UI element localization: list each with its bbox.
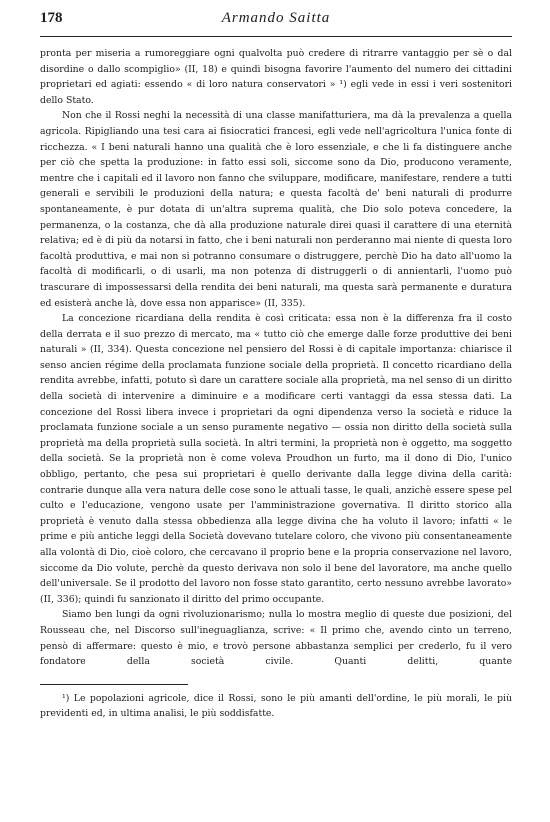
paragraph: La concezione ricardiana della rendita è così criticata: essa non è la differenza fra il costo della derrata e il suo prezzo di mercato, ma « tutto ciò che emerge dalle forze produttive dei beni naturali » (II, 334). Questa concezione nel pensiero del Rossi è di capitale importanza: chiarisce il senso ancien régime della proclamata funzione sociale della proprietà. Il concetto ricardiano della rendita avrebbe, infatti, potuto sì dare un carattere sociale alla proprietà, ma nel senso di un diritto della società di intervenire a diminuire e a modificare certi vantaggi da essa stessa dati. La concezione del Rossi libera invece i proprietari da ogni dipendenza verso la società e riduce la proclamata funzione sociale a un senso puramente negativo — ossia non diritto della società sulla proprietà ma della proprietà sulla società. In altri termini, la proprietà non è oggetto, ma soggetto della società. Se la proprietà non è come voleva Proudhon un furto, ma il dono di Dio, l'unico obbligo, pertanto, che pesa sui proprietari è quello derivante dalla legge divina della carità: contrarie dunque alla vera natura delle cose sono le attuali tasse, le quali, anzichè essere spese pel culto e l'educazione, vengono usate per l'amministrazione governativa. Il diritto storico alla proprietà è venuto dalla stessa obbedienza alla legge divina che ha voluto il lavoro; infatti « le prime e più antiche leggi della Società dovevano tutelare coloro, che vivono più consentaneamente alla volontà di Dio, cioè coloro, che cercavano il proprio bene e la propria conservazione nel lavoro, siccome da Dio volute, perchè da questo derivava non solo il bene del lavoratore, ma anche quello dell'universale. Se il prodotto del lavoro non fosse stato garantito, certo nessuno avrebbe lavorato» (II, 336); quindi fu sanzionato il diritto del primo occupante. — [40, 313, 512, 605]
running-title: Armando Saitta — [221, 10, 331, 26]
footnote: ¹) Le popolazioni agricole, dice il Rossi, sono le più amanti dell'ordine, le più morali, le più previdenti ed, in ultima analisi, le più soddisfatte. — [40, 692, 512, 720]
main-text — [40, 46, 512, 670]
paragraph: Siamo ben lungi da ogni rivoluzionarismo; nulla lo mostra meglio di queste due posizioni, del Rousseau che, nel Discorso sull'ineguaglianza, scrive: « Il primo che, avendo cinto un terreno, pensò di affermare: questo è mio, e trovò persone abbastanza semplici per crederlo, fu il vero fondatore della società civile. Quanti delitti, quante — [40, 609, 512, 668]
page-number: 178 — [40, 10, 63, 26]
paragraph-continued: pronta per miseria a rumoreggiare ogni qualvolta può credere di ritrarre vantaggio per sè o dal disordine o dallo scompiglio» (II, 18) e quindi bisogna favorire l'aumento del numero dei cittadini proprietari ed agiati: essendo « di loro natura conservatori » ¹) egli vede in essi i veri sostenitori dello Stato. — [40, 48, 512, 106]
footnote-divider — [40, 684, 188, 685]
page-header — [40, 10, 512, 37]
paragraph: Non che il Rossi neghi la necessità di una classe manifatturiera, ma dà la prevalenza a quella agricola. Ripigliando una tesi cara ai fisiocratici francesi, egli vede nell'agricoltura l'unica fonte di ricchezza. « I beni naturali hanno una qualità che è loro essenziale, e che li fa distinguere anche per ciò che spetta la produzione: in fatto essi soli, siccome sono da Dio, producono veramente, mentre che i capitali ed il lavoro non fanno che sviluppare, modificare, manifestare, rendere a tutti generali e servibili le produzioni della natura; e questa facoltà de' beni naturali di produrre spontaneamente, è pur dotata di un'altra suprema qualità, che Dio solo poteva concedere, la permanenza, o la costanza, che dà alla produzione naturale direi quasi il carattere di una eternità relativa; ed è di più da notarsi in fatto, che i beni naturali non perderanno mai niente di questa loro facoltà produttiva, e mai non si potranno consumare o distruggere, perchè Dio ha dato all'uomo la facoltà di modificarli, o di usarli, ma non potenza di distruggerli o di annientarli, l'uomo può trascurare di impossessarsi della rendita dei beni naturali, ma questa sarà permanente e duratura ed esisterà anche là, dove essa non apparisce» (II, 335). — [40, 110, 512, 309]
book-page — [40, 10, 512, 722]
